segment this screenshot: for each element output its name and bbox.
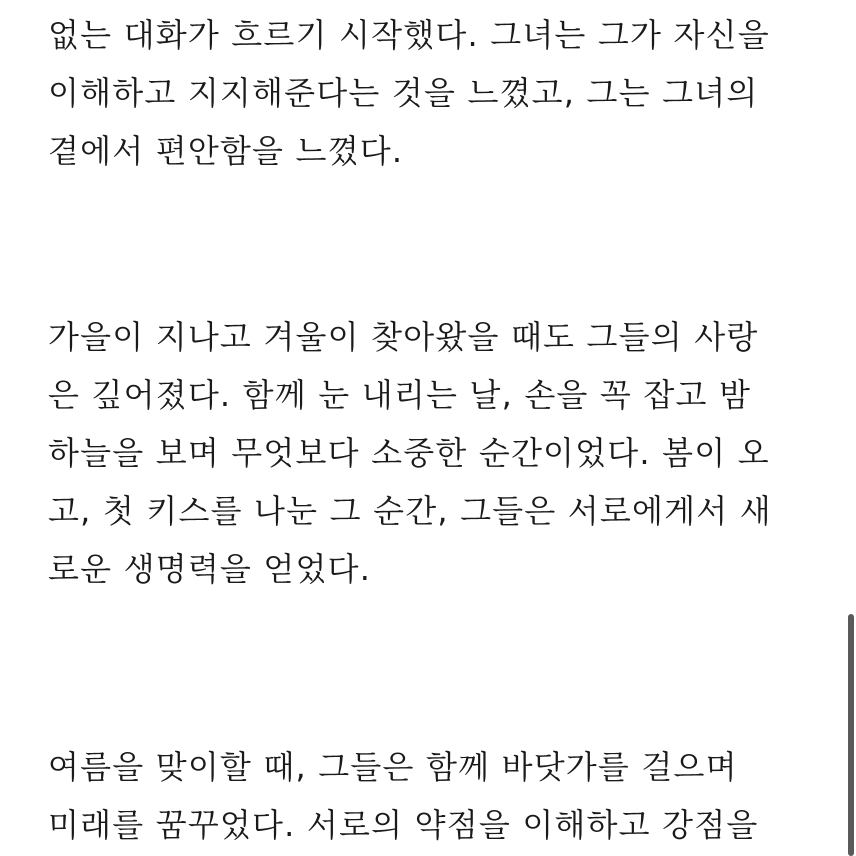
text-line: 하늘을 보며 무엇보다 소중한 순간이었다. 봄이 오 bbox=[48, 434, 770, 472]
paragraph-3 bbox=[48, 738, 758, 854]
text-line: 여름을 맞이할 때, 그들은 함께 바닷가를 걸으며 bbox=[48, 748, 738, 786]
text-line: 이해하고 지지해준다는 것을 느꼈고, 그는 그녀의 bbox=[48, 74, 759, 112]
paragraph-1 bbox=[48, 6, 770, 180]
text-line: 고, 첫 키스를 나눈 그 순간, 그들은 서로에게서 새 bbox=[48, 492, 772, 530]
text-line: 가을이 지나고 겨울이 찾아왔을 때도 그들의 사랑 bbox=[48, 318, 759, 356]
text-line: 은 깊어졌다. 함께 눈 내리는 날, 손을 꼭 잡고 밤 bbox=[48, 376, 752, 414]
text-line: 곁에서 편안함을 느꼈다. bbox=[48, 132, 404, 170]
text-line: 로운 생명력을 얻었다. bbox=[48, 550, 372, 588]
text-line: 없는 대화가 흐르기 시작했다. 그녀는 그가 자신을 bbox=[48, 16, 770, 54]
text-line: 미래를 꿈꾸었다. 서로의 약점을 이해하고 강점을 bbox=[48, 806, 759, 844]
vertical-scrollbar[interactable] bbox=[848, 614, 854, 856]
paragraph-2 bbox=[48, 308, 772, 598]
